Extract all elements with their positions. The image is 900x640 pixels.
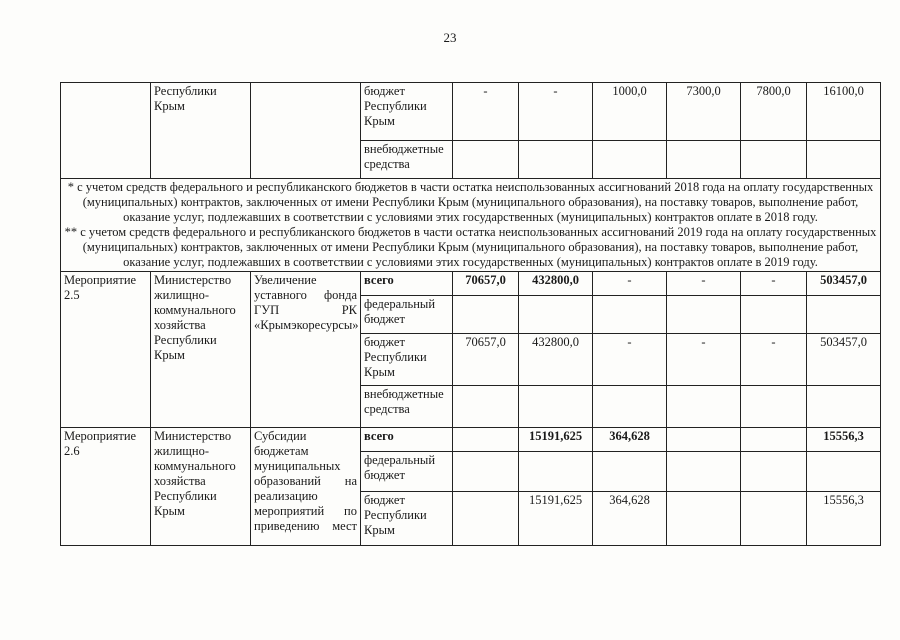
value-cell	[741, 386, 807, 428]
funding-source-cell: бюджет Республики Крым	[361, 83, 453, 141]
value-cell: 1000,0	[593, 83, 667, 141]
value-cell: -	[741, 272, 807, 296]
value-cell: -	[741, 334, 807, 386]
executor-cell: Министерство жилищно-коммунального хозяйства Республики Крым	[151, 428, 251, 546]
funding-source-cell: бюджет Республики Крым	[361, 334, 453, 386]
value-cell	[453, 296, 519, 334]
total-cell: 16100,0	[807, 83, 881, 141]
value-cell	[667, 296, 741, 334]
total-cell: 503457,0	[807, 272, 881, 296]
table-row	[61, 272, 881, 296]
footnote-row	[61, 179, 881, 272]
value-cell	[667, 428, 741, 452]
value-cell: -	[667, 272, 741, 296]
value-cell	[453, 141, 519, 179]
value-cell	[741, 452, 807, 492]
measure-cell	[61, 83, 151, 179]
value-cell: 15191,625	[519, 492, 593, 546]
measure-cell: Мероприятие 2.6	[61, 428, 151, 546]
value-cell	[453, 452, 519, 492]
value-cell	[519, 386, 593, 428]
total-cell	[807, 452, 881, 492]
value-cell: 7800,0	[741, 83, 807, 141]
value-cell	[741, 296, 807, 334]
footnote-1: * с учетом средств федерального и республиканского бюджетов в части остатка неиспользованных ассигнований 2018 года на оплату государственных (муниципальных) контрактов, заключенных от имени Республики Крым (муниципального образования), на поставку товаров, выполнение работ, оказание услуг, подлежавших в соответствии с условиями этих государственных (муниципальных) контрактов оплате в 2018 году.	[67, 180, 874, 224]
funding-source-cell: всего	[361, 428, 453, 452]
total-cell	[807, 386, 881, 428]
value-cell: 432800,0	[519, 334, 593, 386]
value-cell: 7300,0	[667, 83, 741, 141]
value-cell: -	[593, 272, 667, 296]
value-cell: -	[453, 83, 519, 141]
description-cell	[251, 83, 361, 179]
value-cell: 432800,0	[519, 272, 593, 296]
funding-source-cell: внебюджетные средства	[361, 386, 453, 428]
value-cell	[519, 296, 593, 334]
value-cell	[453, 428, 519, 452]
footnote-2: ** с учетом средств федерального и республиканского бюджетов в части остатка неиспользованных ассигнований 2019 года на оплату государственных (муниципальных) контрактов, заключенных от имени Республики Крым (муниципального образования), на поставку товаров, выполнение работ, оказание услуг, подлежавших в соответствии с условиями этих государственных (муниципальных) контрактов оплате в 2019 году.	[64, 225, 877, 269]
total-cell: 15556,3	[807, 492, 881, 546]
footnote-cell	[61, 179, 881, 272]
description-cell: Субсидии бюджетам муниципальных образований на реализацию мероприятий по приведению мест	[251, 428, 361, 546]
page-number: 23	[443, 30, 457, 45]
value-cell	[453, 386, 519, 428]
value-cell	[741, 141, 807, 179]
value-cell: 70657,0	[453, 334, 519, 386]
table-row	[61, 428, 881, 452]
value-cell	[453, 492, 519, 546]
value-cell	[593, 386, 667, 428]
value-cell: 364,628	[593, 428, 667, 452]
value-cell: 15191,625	[519, 428, 593, 452]
funding-source-cell: федеральный бюджет	[361, 296, 453, 334]
value-cell	[667, 386, 741, 428]
funding-source-cell: внебюджетные средства	[361, 141, 453, 179]
funding-source-cell: всего	[361, 272, 453, 296]
total-cell	[807, 141, 881, 179]
value-cell: 364,628	[593, 492, 667, 546]
executor-cell: Министерство жилищно-коммунального хозяйства Республики Крым	[151, 272, 251, 428]
measure-cell: Мероприятие 2.5	[61, 272, 151, 428]
total-cell: 503457,0	[807, 334, 881, 386]
funding-source-cell: бюджет Республики Крым	[361, 492, 453, 546]
value-cell: -	[667, 334, 741, 386]
value-cell	[741, 492, 807, 546]
value-cell	[741, 428, 807, 452]
value-cell	[667, 452, 741, 492]
executor-cell: Республики Крым	[151, 83, 251, 179]
value-cell	[593, 452, 667, 492]
budget-table	[60, 82, 881, 546]
value-cell	[667, 141, 741, 179]
value-cell: 70657,0	[453, 272, 519, 296]
value-cell	[593, 296, 667, 334]
value-cell	[593, 141, 667, 179]
table-row	[61, 83, 881, 141]
description-cell: Увеличение уставного фонда ГУП РК «Крымэкоресурсы»	[251, 272, 361, 428]
funding-source-cell: федеральный бюджет	[361, 452, 453, 492]
total-cell	[807, 296, 881, 334]
value-cell	[519, 141, 593, 179]
value-cell	[519, 452, 593, 492]
value-cell: -	[519, 83, 593, 141]
value-cell	[667, 492, 741, 546]
total-cell: 15556,3	[807, 428, 881, 452]
value-cell: -	[593, 334, 667, 386]
